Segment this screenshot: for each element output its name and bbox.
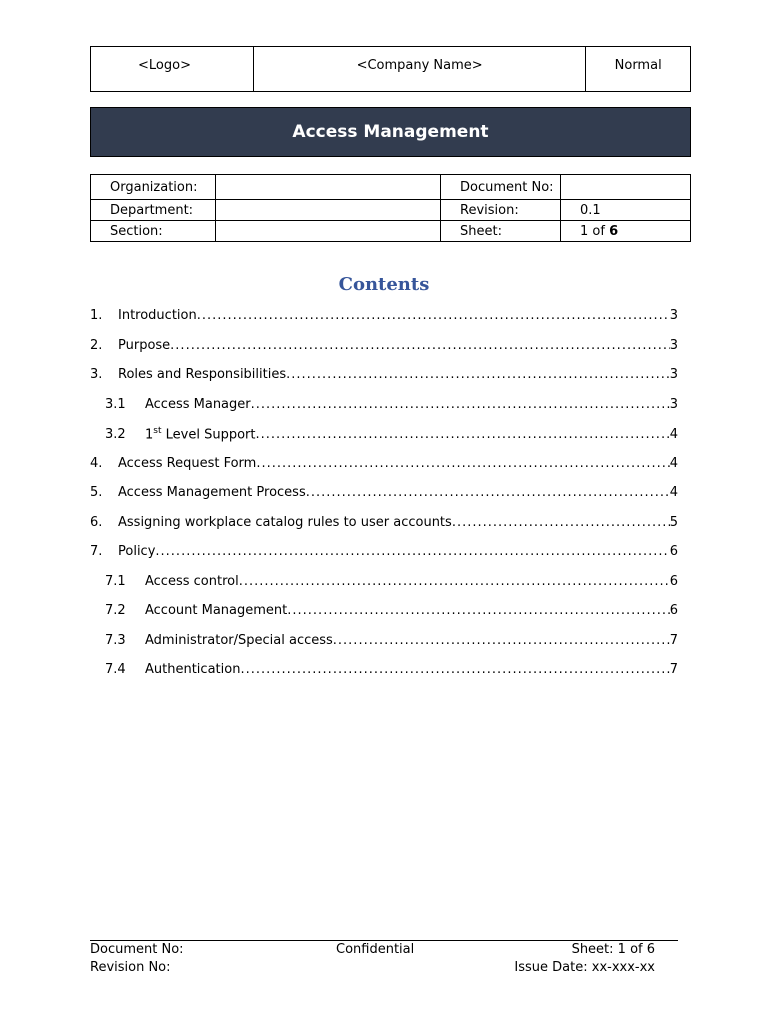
toc-entry[interactable] xyxy=(90,397,678,415)
toc-title: Access Request Form xyxy=(118,456,257,471)
toc-title: Account Management xyxy=(145,603,288,618)
toc-leader xyxy=(155,544,669,559)
toc-leader xyxy=(333,633,670,648)
toc-number: 1. xyxy=(90,308,103,323)
toc-title: Introduction xyxy=(118,308,197,323)
toc-number: 7.2 xyxy=(105,603,126,618)
logo-cell xyxy=(91,47,254,92)
toc-leader xyxy=(452,515,670,530)
toc-title-superscript: st xyxy=(153,426,162,436)
toc-number: 6. xyxy=(90,515,103,530)
classification: Normal xyxy=(614,58,662,73)
toc-number: 3.2 xyxy=(105,427,126,443)
document-info-table xyxy=(90,174,691,242)
toc-page: 7 xyxy=(669,633,678,648)
toc-page: 7 xyxy=(669,662,678,677)
toc-page: 6 xyxy=(669,603,678,618)
toc-title: Assigning workplace catalog rules to user accounts xyxy=(118,515,452,530)
toc-leader xyxy=(170,338,670,353)
footer-divider xyxy=(90,940,678,941)
toc-title: Roles and Responsibilities xyxy=(118,367,287,382)
toc-title: Policy xyxy=(118,544,156,559)
toc-title: Access Manager xyxy=(145,397,251,412)
toc-leader xyxy=(251,397,670,412)
toc-leader xyxy=(240,662,669,677)
toc-title: Purpose xyxy=(118,338,171,353)
toc-title-suffix: Level Support xyxy=(161,427,256,443)
toc-number: 4. xyxy=(90,456,103,471)
sheet-value-total: 6 xyxy=(609,223,619,239)
toc-number: 7.3 xyxy=(105,633,126,648)
toc-page: 5 xyxy=(669,515,678,530)
toc-entry[interactable] xyxy=(90,308,678,326)
toc-title: Access Management Process xyxy=(118,485,306,500)
organization-label: Organization: xyxy=(91,175,216,200)
toc-title: Administrator/Special access xyxy=(145,633,333,648)
logo-placeholder: <Logo> xyxy=(138,58,191,73)
toc-entry[interactable] xyxy=(90,574,678,592)
toc-number: 2. xyxy=(90,338,103,353)
footer-revision-no: Revision No: xyxy=(90,960,171,975)
toc-number: 7. xyxy=(90,544,103,559)
toc-leader xyxy=(256,456,669,471)
toc-page: 6 xyxy=(669,544,678,559)
toc-page: 3 xyxy=(669,338,678,353)
toc-entry[interactable] xyxy=(90,603,678,621)
toc-page: 3 xyxy=(669,397,678,412)
toc-leader xyxy=(197,308,670,323)
toc-page: 6 xyxy=(669,574,678,589)
toc-page: 4 xyxy=(669,456,678,471)
toc-title: Authentication xyxy=(145,662,241,677)
toc-entry[interactable] xyxy=(90,367,678,385)
toc-entry[interactable] xyxy=(90,485,678,503)
footer-sheet: Sheet: 1 of 6 xyxy=(571,942,655,957)
footer-document-no: Document No: xyxy=(90,942,184,957)
toc-number: 3. xyxy=(90,367,103,382)
department-value xyxy=(216,200,441,221)
toc-entry[interactable] xyxy=(90,456,678,474)
toc-entry[interactable] xyxy=(90,633,678,651)
footer-confidential: Confidential xyxy=(336,942,415,957)
toc-page: 4 xyxy=(669,427,678,443)
toc-page: 3 xyxy=(669,308,678,323)
section-label: Section: xyxy=(91,221,216,242)
header-table xyxy=(90,46,691,92)
toc-leader xyxy=(255,427,669,442)
company-cell xyxy=(253,47,585,92)
toc-entry[interactable] xyxy=(90,544,678,562)
revision-label: Revision: xyxy=(441,200,561,221)
document-no-value xyxy=(561,175,691,200)
company-name: <Company Name> xyxy=(356,58,483,73)
toc-title xyxy=(145,426,255,442)
toc-title-prefix: 1 xyxy=(145,427,154,443)
sheet-label: Sheet: xyxy=(441,221,561,242)
department-label: Department: xyxy=(91,200,216,221)
toc-number: 7.4 xyxy=(105,662,126,677)
revision-value: 0.1 xyxy=(561,200,691,221)
toc-entry[interactable] xyxy=(90,338,678,356)
title-bar xyxy=(90,107,691,157)
toc-page: 3 xyxy=(669,367,678,382)
toc-leader xyxy=(306,485,670,500)
toc-title: Access control xyxy=(145,574,239,589)
classification-cell xyxy=(586,47,691,92)
toc-leader xyxy=(286,367,670,382)
toc-leader xyxy=(239,574,670,589)
document-title: Access Management xyxy=(292,122,489,142)
toc-entry[interactable] xyxy=(90,426,678,444)
toc-number: 5. xyxy=(90,485,103,500)
toc-number: 7.1 xyxy=(105,574,126,589)
section-value xyxy=(216,221,441,242)
toc-entry[interactable] xyxy=(90,515,678,533)
toc-number: 3.1 xyxy=(105,397,126,412)
organization-value xyxy=(216,175,441,200)
document-no-label: Document No: xyxy=(441,175,561,200)
sheet-value-prefix: 1 of xyxy=(580,223,610,239)
contents-heading: Contents xyxy=(338,274,430,295)
toc-entry[interactable] xyxy=(90,662,678,680)
toc-leader xyxy=(287,603,669,618)
footer-issue-date: Issue Date: xx-xxx-xx xyxy=(514,960,655,975)
sheet-value xyxy=(561,221,691,242)
toc-page: 4 xyxy=(669,485,678,500)
